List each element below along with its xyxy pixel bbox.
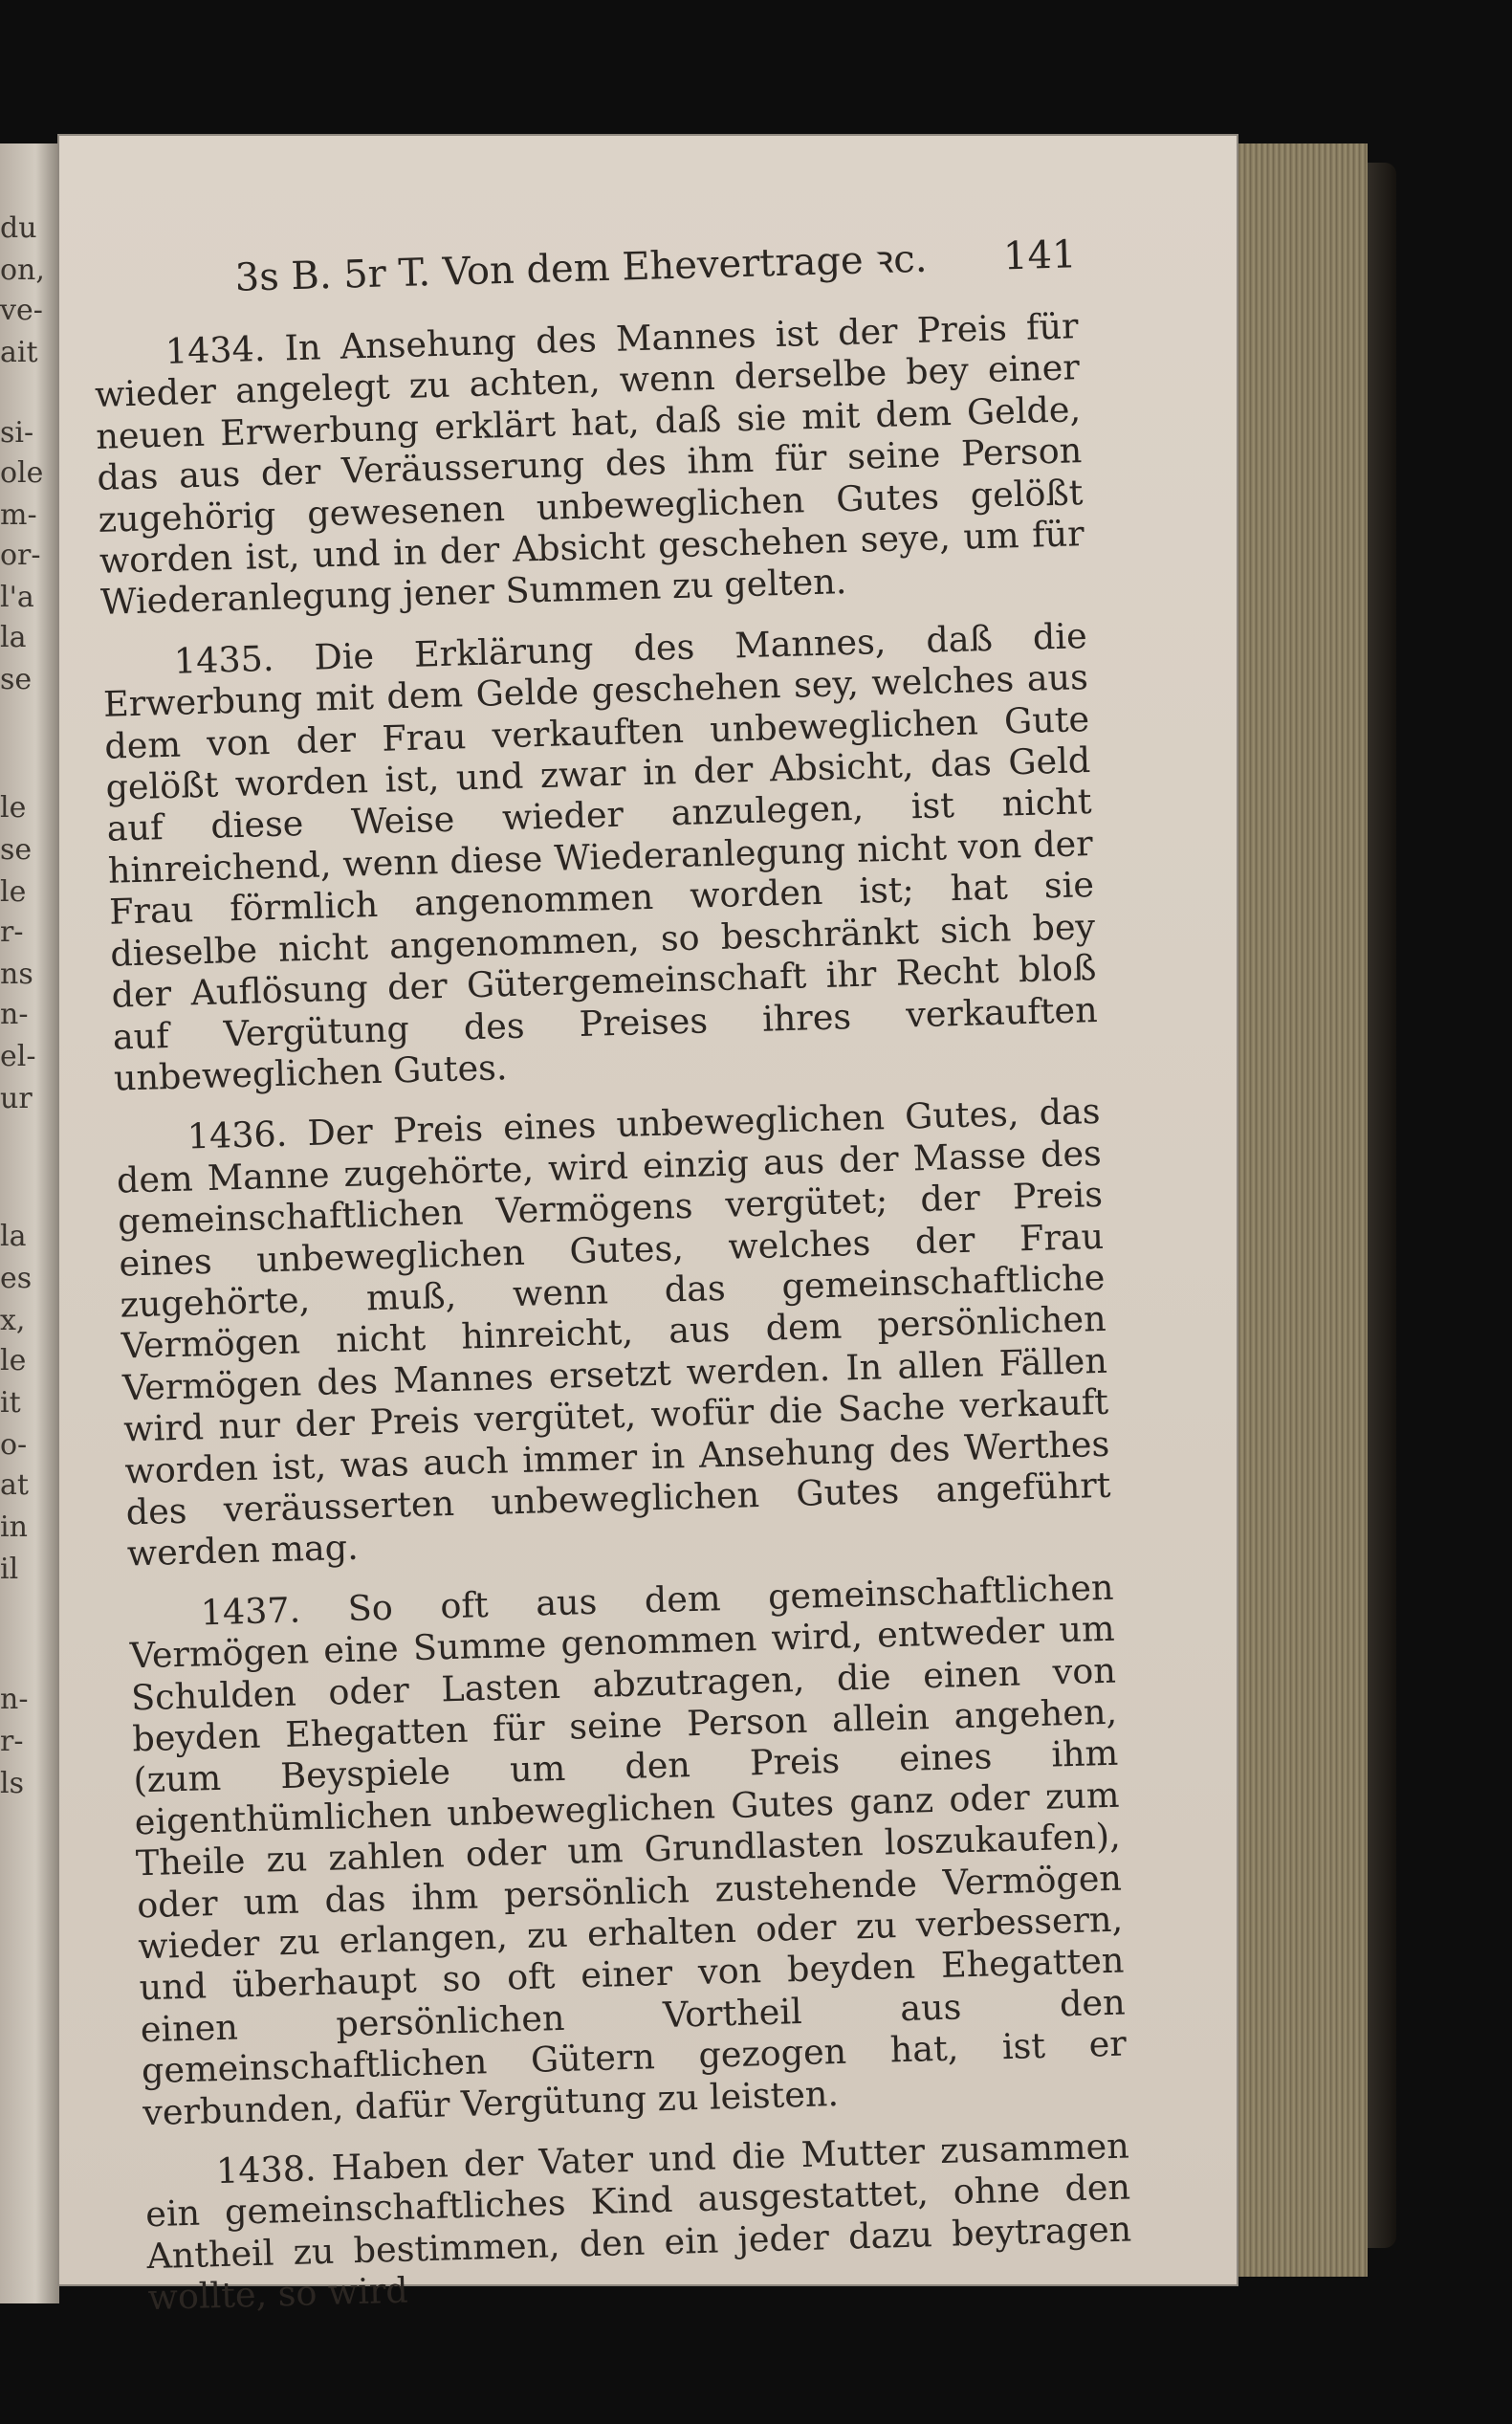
facing-page-fragment: r- bbox=[0, 918, 24, 947]
facing-page-fragment: el- bbox=[0, 1043, 36, 1071]
facing-page-fragment: n- bbox=[0, 1686, 29, 1714]
facing-page-fragment: la bbox=[0, 1223, 27, 1251]
facing-page-fragment: la bbox=[0, 624, 27, 652]
facing-page-fragment: it bbox=[0, 1389, 21, 1418]
facing-page-fragment: ait bbox=[0, 339, 38, 367]
paragraph-1435: 1435. Die Erklärung des Mannes, daß die Erwerbung mit dem Gelde geschehen sey, welches aus dem von der Frau verkauften unbeweglichen Gute gelößt worden ist, und zwar in der Absicht, das Geld auf diese Weise wieder anzulegen, ist nicht hinreichend, wenn diese Wiederanlegung nicht von der Frau förmlich angenommen worden ist; hat sie dieselbe nicht angenommen, so beschränkt sich bey der Auflösung der Gütergemeinschaft ihr Recht bloß auf Vergütung des Preises ihres verkauften unbeweglichen Gutes. bbox=[102, 614, 1099, 1099]
facing-page-fragment: in bbox=[0, 1513, 28, 1542]
page-number: 141 bbox=[1002, 232, 1078, 279]
facing-page-fragment: si- bbox=[0, 419, 34, 448]
facing-page-fragment: x, bbox=[0, 1307, 26, 1335]
facing-page-fragment: o- bbox=[0, 1431, 28, 1460]
facing-page-fragment: m- bbox=[0, 501, 37, 530]
page-text bbox=[91, 226, 1133, 2338]
running-title: 3s B. 5r T. Von dem Ehevertrage ꝛc. bbox=[234, 236, 929, 300]
facing-page-fragment: le bbox=[0, 1347, 27, 1376]
facing-page-fragment: l'a bbox=[0, 584, 34, 612]
facing-page-fragment: se bbox=[0, 836, 33, 865]
facing-page-fragment: or- bbox=[0, 541, 41, 570]
facing-page-fragment: n- bbox=[0, 1001, 29, 1029]
paragraph-1436: 1436. Der Preis eines unbeweglichen Gutes, das dem Manne zugehörte, wird einzig aus der Masse des gemeinschaftlichen Vermögens vergütet; der Preis eines unbeweglichen Gutes, welches der Frau zugehörte, muß, wenn das gemeinschaftliche Vermögen nicht hinreicht, aus dem persönlichen Vermögen des Mannes ersetzt werden. In allen Fällen wird nur der Preis vergütet, wofür die Sache verkauft worden ist, was auch immer in Ansehung des Werthes des veräusserten unbeweglichen Gutes angeführt werden mag. bbox=[116, 1091, 1111, 1575]
paragraph-1434: 1434. In Ansehung des Mannes ist der Preis für wieder angelegt zu achten, wenn derselbe bey einer neuen Erwerbung erklärt hat, daß sie mit dem Gelde, das aus der Veräusserung des ihm für seine Person zugehörig gewesenen unbeweglichen Gutes gelößt worden ist, und in der Absicht geschehen seye, um für Wiederanlegung jener Summen zu gelten. bbox=[94, 305, 1085, 624]
facing-page-fragment: il bbox=[0, 1555, 19, 1584]
facing-page-fragment: le bbox=[0, 878, 27, 907]
facing-page-fragment: ur bbox=[0, 1085, 33, 1113]
facing-page-fragment: es bbox=[0, 1265, 33, 1293]
facing-page-fragment: ls bbox=[0, 1770, 24, 1798]
facing-page bbox=[0, 143, 59, 2303]
facing-page-fragment: on, bbox=[0, 256, 45, 285]
facing-page-fragment: ns bbox=[0, 960, 33, 989]
facing-page-fragment: ole bbox=[0, 459, 44, 488]
paragraph-1437: 1437. So oft aus dem gemeinschaftlichen Vermögen eine Summe genommen wird, entweder um Schulden oder Lasten abzutragen, die einen von beyden Ehegatten für seine Person allein angehen, (zum Beyspiele um den Preis eines ihm eigenthümlichen unbeweglichen Gutes ganz oder zum Theile zu zahlen oder um Grundlasten loszukaufen), oder um das ihm persönlich zustehende Vermögen wieder zu erlangen, zu erhalten oder zu verbessern, und überhaupt so oft einer von beyden Ehegatten einen persönlichen Vortheil aus den gemeinschaftlichen Gütern gezogen hat, ist er verbunden, dafür Vergütung zu leisten. bbox=[129, 1566, 1128, 2133]
facing-page-fragment: at bbox=[0, 1471, 29, 1500]
facing-page-fragment: r- bbox=[0, 1728, 24, 1756]
facing-page-fragment: ve- bbox=[0, 297, 43, 325]
page-stack-edge bbox=[1234, 143, 1368, 2277]
paragraph-1438: 1438. Haben der Vater und die Mutter zusammen ein gemeinschaftliches Kind ausgestattet, ohne den Antheil zu bestimmen, den ein jeder dazu beytragen wollte, so wird bbox=[144, 2125, 1132, 2319]
facing-page-fragment: se bbox=[0, 666, 33, 694]
facing-page-fragment: le bbox=[0, 794, 27, 823]
facing-page-fragment: du bbox=[0, 214, 37, 243]
